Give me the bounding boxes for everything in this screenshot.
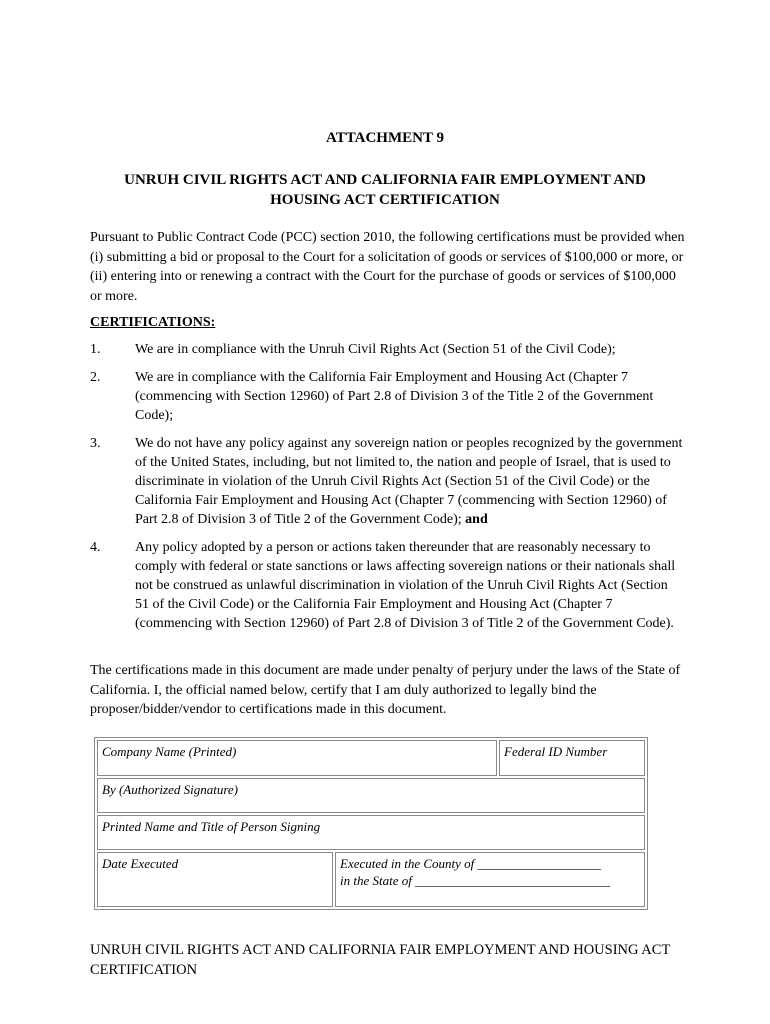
- certification-item: [90, 538, 685, 633]
- certification-text: Any policy adopted by a person or actions taken thereunder that are reasonably necessary to comply with federal or state sanctions or laws affecting sovereign nations or their nationals shall not be construed as unlawful discrimination in violation of the Unruh Civil Rights Act (Section 51 of the Civil Code) or the California Fair Employment and Housing Act (Chapter 7 (commencing with Section 12960) of Part 2.8 of Division 3 of Title 2 of the Government Code).: [135, 540, 676, 631]
- date-executed-field[interactable]: [97, 852, 333, 907]
- certification-conjunction: and: [465, 512, 488, 527]
- authorized-signature-label: By (Authorized Signature): [102, 782, 238, 797]
- certification-number: 1.: [90, 342, 101, 357]
- authorized-signature-field[interactable]: [97, 778, 645, 813]
- closing-paragraph: The certifications made in this document are made under penalty of perjury under the laws of the State of California. I, the official named below, certify that I am duly authorized to legally bind the proposer/bidder/vendor to certifications made in this document.: [90, 663, 681, 717]
- certification-item: [90, 368, 685, 425]
- certification-text: We are in compliance with the California Fair Employment and Housing Act (Chapter 7 (commencing with Section 12960) of Part 2.8 of Division 3 of the Title 2 of the Government Code);: [135, 370, 654, 423]
- certification-item: [90, 434, 685, 529]
- certification-number: 2.: [90, 370, 101, 385]
- signature-row: [97, 852, 645, 907]
- state-label: in the State of ______________________________: [340, 873, 611, 888]
- title-line-1: UNRUH CIVIL RIGHTS ACT AND CALIFORNIA FAIR EMPLOYMENT AND: [124, 172, 646, 188]
- document-title: [90, 170, 680, 210]
- certification-text: We are in compliance with the Unruh Civil Rights Act (Section 51 of the Civil Code);: [135, 342, 616, 357]
- certification-item: [90, 340, 685, 359]
- company-name-field[interactable]: [97, 740, 497, 776]
- company-name-label: Company Name (Printed): [102, 744, 237, 759]
- signature-row: [97, 740, 645, 776]
- page-footer: UNRUH CIVIL RIGHTS ACT AND CALIFORNIA FAIR EMPLOYMENT AND HOUSING ACT CERTIFICATION: [90, 942, 671, 978]
- execution-location-field[interactable]: [335, 852, 645, 907]
- signature-table: [94, 737, 648, 910]
- certifications-heading: CERTIFICATIONS:: [90, 315, 216, 330]
- county-label: Executed in the County of ___________________: [340, 856, 602, 871]
- attachment-label: ATTACHMENT 9: [326, 130, 444, 146]
- printed-name-field[interactable]: [97, 815, 645, 850]
- signature-row: [97, 815, 645, 850]
- printed-name-label: Printed Name and Title of Person Signing: [102, 819, 321, 834]
- certification-text: We do not have any policy against any sovereign nation or peoples recognized by the government of the United States, including, but not limited to, the nation and people of Israel, that is used to discriminate in violation of the Unruh Civil Rights Act (Section 51 of the Civil Code) or the California Fair Employment and Housing Act (Chapter 7 (commencing with Section 12960) of Part 2.8 of Division 3 of Title 2 of the Government Code);: [135, 436, 683, 527]
- certification-number: 3.: [90, 436, 101, 451]
- date-executed-label: Date Executed: [102, 856, 179, 871]
- signature-row: [97, 778, 645, 813]
- certification-text-wrapper: [135, 434, 685, 529]
- federal-id-label: Federal ID Number: [504, 744, 608, 759]
- certification-number: 4.: [90, 540, 101, 555]
- certifications-list: [90, 340, 685, 642]
- intro-paragraph: Pursuant to Public Contract Code (PCC) section 2010, the following certifications must be provided when (i) submitting a bid or proposal to the Court for a solicitation of goods or services of $100,000 or more, or (ii) entering into or renewing a contract with the Court for the purchase of goods or services of $100,000 or more.: [90, 230, 685, 304]
- federal-id-field[interactable]: [499, 740, 645, 776]
- title-line-2: HOUSING ACT CERTIFICATION: [270, 192, 500, 208]
